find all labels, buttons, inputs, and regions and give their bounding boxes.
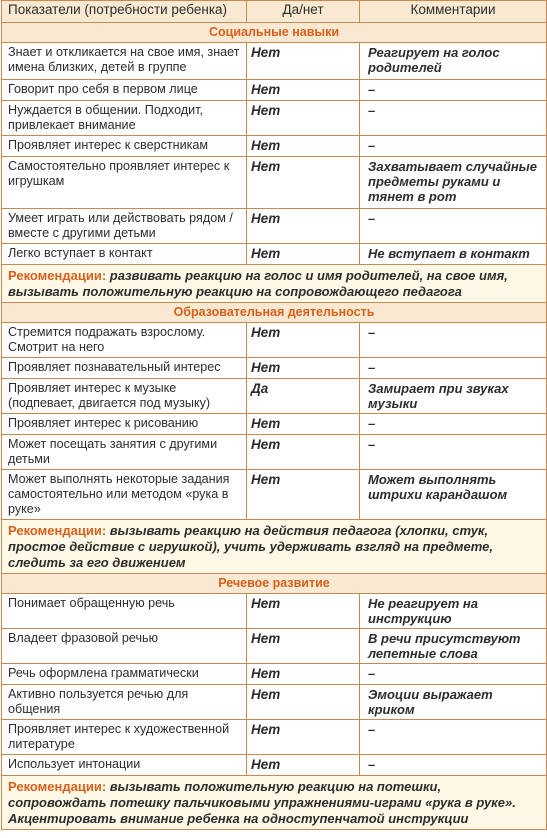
indicator-cell: Говорит про себя в первом лице [2,80,247,101]
recommendation-cell [2,265,547,303]
comment-cell: Не вступает в контакт [360,244,547,265]
table-row [2,43,547,80]
answer-cell: Нет [247,157,360,209]
answer-cell: Нет [247,470,360,520]
comment-cell: – [360,101,547,136]
answer-cell: Нет [247,685,360,720]
indicator-cell: Активно пользуется речью для общения [2,685,247,720]
answer-cell: Нет [247,209,360,244]
table-header-row [2,1,547,23]
answer-cell: Нет [247,323,360,358]
table-row [2,414,547,435]
indicator-cell: Самостоятельно проявляет интерес к игрушкам [2,157,247,209]
section-title: Речевое развитие [2,574,547,594]
section-header [2,574,547,594]
table-row [2,157,547,209]
table-row [2,629,547,664]
recommendation-text: вызывать положительную реакцию на потешки, сопровождать потешку пальчиковыми упражнениями-играми «рука в руке». Акцентировать внимание ребенка на одноступенчатой инструкции [8,779,516,826]
comment-cell: – [360,414,547,435]
recommendation-row [2,265,547,303]
table-row [2,720,547,755]
table-row [2,244,547,265]
answer-cell: Нет [247,435,360,470]
answer-cell: Нет [247,80,360,101]
comment-cell: – [360,209,547,244]
indicator-cell: Легко вступает в контакт [2,244,247,265]
table-row [2,664,547,685]
table-row [2,80,547,101]
section-title: Социальные навыки [2,23,547,43]
indicator-cell: Проявляет интерес к музыке (подпевает, двигается под музыку) [2,379,247,414]
table-row [2,323,547,358]
answer-cell: Нет [247,755,360,776]
recommendation-text: вызывать реакцию на действия педагога (хлопки, стук, простое действие с игрушкой), учить удерживать взгляд на предмете, следить за его движением [8,523,493,570]
table-row [2,136,547,157]
comment-cell: – [360,435,547,470]
comment-cell: Может выполнять штрихи карандашом [360,470,547,520]
indicator-cell: Речь оформлена грамматически [2,664,247,685]
assessment-table [1,0,547,830]
indicator-cell: Проявляет интерес к рисованию [2,414,247,435]
section-title: Образовательная деятельность [2,303,547,323]
column-header-indicators: Показатели (потребности ребенка) [2,1,247,23]
recommendation-row [2,776,547,830]
answer-cell: Нет [247,358,360,379]
indicator-cell: Понимает обращенную речь [2,594,247,629]
comment-cell: Захватывает случайные предметы руками и тянет в рот [360,157,547,209]
table-row [2,358,547,379]
comment-cell: – [360,136,547,157]
recommendation-label: Рекомендации: [8,268,107,283]
indicator-cell: Использует интонации [2,755,247,776]
column-header-yes-no: Да/нет [247,1,360,23]
answer-cell: Нет [247,136,360,157]
answer-cell: Нет [247,629,360,664]
answer-cell: Нет [247,664,360,685]
section-header [2,23,547,43]
comment-cell: – [360,755,547,776]
answer-cell: Нет [247,414,360,435]
comment-cell: – [360,323,547,358]
answer-cell: Нет [247,244,360,265]
table-row [2,379,547,414]
recommendation-text: развивать реакцию на голос и имя родителей, на свое имя, вызывать положительную реакцию на сопровождающего педагога [8,268,508,299]
table-row [2,435,547,470]
table-row [2,755,547,776]
indicator-cell: Проявляет познавательный интерес [2,358,247,379]
answer-cell: Да [247,379,360,414]
comment-cell: Реагирует на голос родителей [360,43,547,80]
comment-cell: – [360,664,547,685]
recommendation-label: Рекомендации: [8,779,107,794]
table-row [2,101,547,136]
comment-cell: В речи присутствуют лепетные слова [360,629,547,664]
comment-cell: – [360,720,547,755]
comment-cell: Эмоции выражает криком [360,685,547,720]
table-row [2,594,547,629]
indicator-cell: Владеет фразовой речью [2,629,247,664]
indicator-cell: Знает и откликается на свое имя, знает имена близких, детей в группе [2,43,247,80]
recommendation-cell [2,520,547,574]
comment-cell: Замирает при звуках музыки [360,379,547,414]
column-header-comments: Комментарии [360,1,547,23]
recommendation-label: Рекомендации: [8,523,107,538]
answer-cell: Нет [247,720,360,755]
comment-cell: Не реагирует на инструкцию [360,594,547,629]
indicator-cell: Стремится подражать взрослому. Смотрит на него [2,323,247,358]
indicator-cell: Проявляет интерес к художественной литературе [2,720,247,755]
answer-cell: Нет [247,594,360,629]
comment-cell: – [360,358,547,379]
table-row [2,685,547,720]
comment-cell: – [360,80,547,101]
recommendation-row [2,520,547,574]
indicator-cell: Может посещать занятия с другими детьми [2,435,247,470]
indicator-cell: Нуждается в общении. Подходит, привлекает внимание [2,101,247,136]
answer-cell: Нет [247,43,360,80]
table-row [2,470,547,520]
answer-cell: Нет [247,101,360,136]
recommendation-cell [2,776,547,830]
indicator-cell: Проявляет интерес к сверстникам [2,136,247,157]
table-row [2,209,547,244]
indicator-cell: Умеет играть или действовать рядом / вместе с другими детьми [2,209,247,244]
indicator-cell: Может выполнять некоторые задания самостоятельно или методом «рука в руке» [2,470,247,520]
section-header [2,303,547,323]
